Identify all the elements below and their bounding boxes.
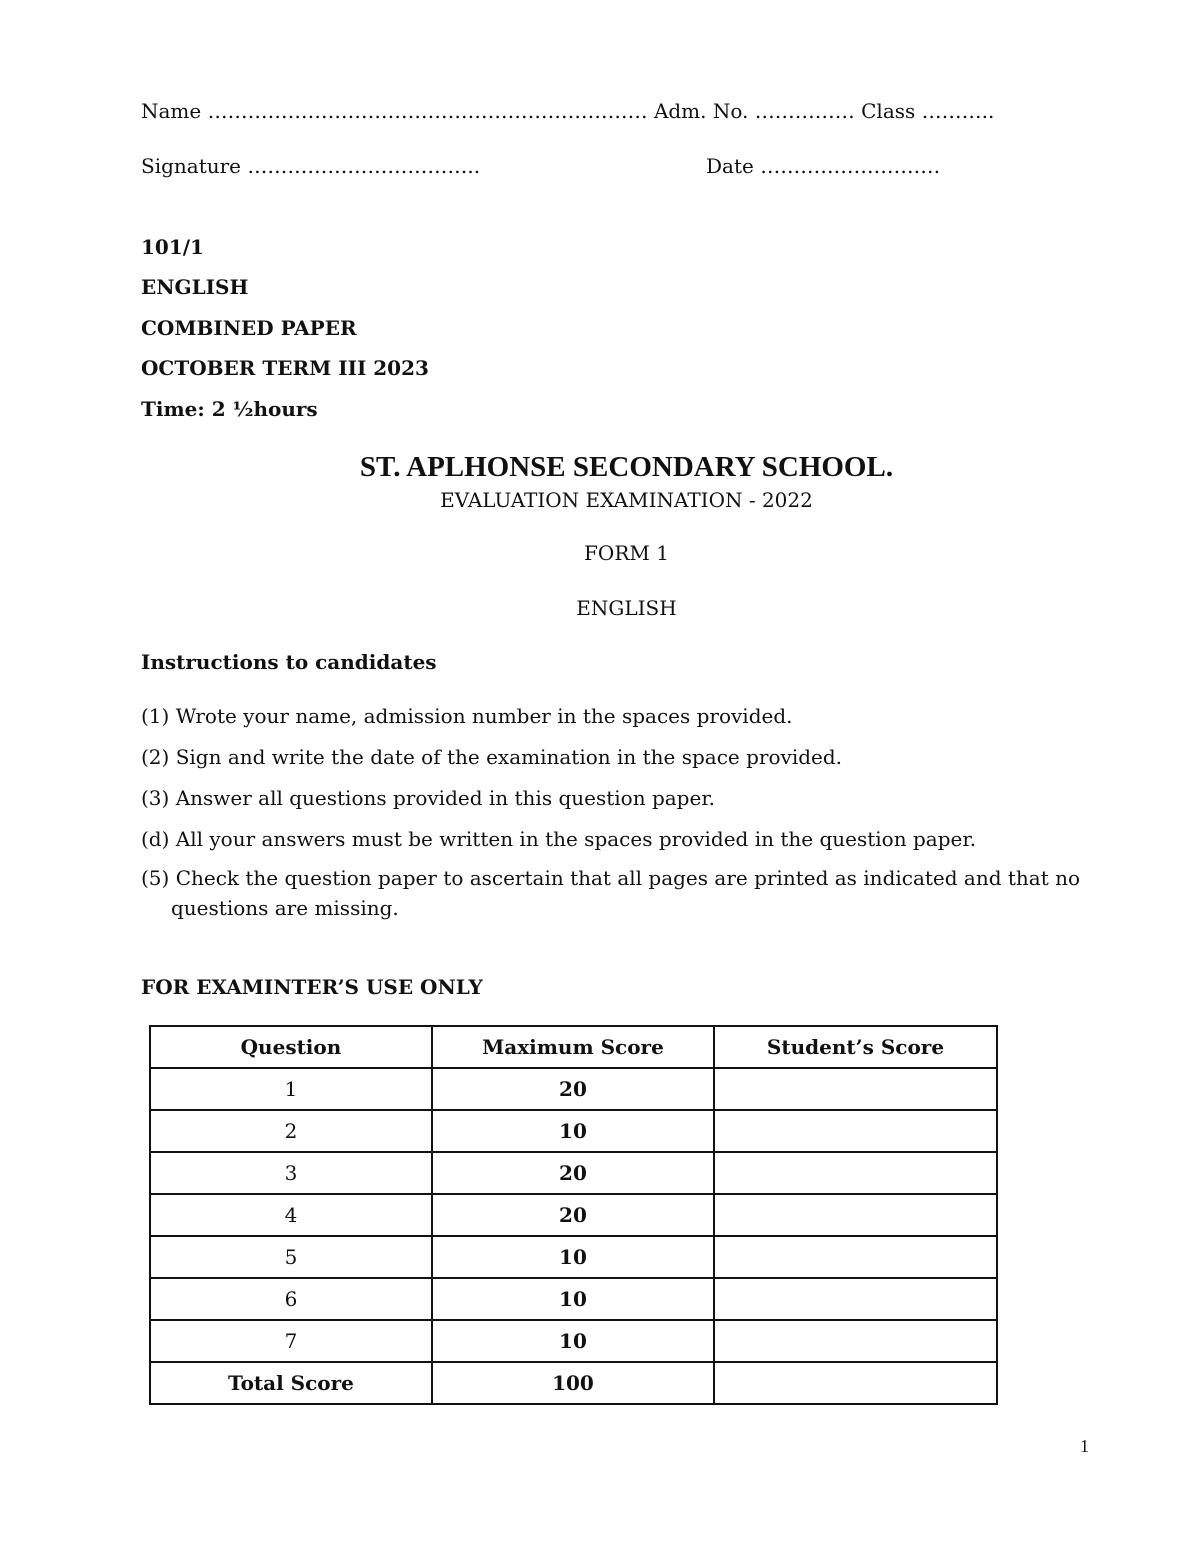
paper-code: 101/1 <box>141 235 204 259</box>
signature-line: Signature …………………………….. <box>141 154 481 178</box>
paper-type: COMBINED PAPER <box>141 316 357 340</box>
table-row <box>150 1068 997 1110</box>
score-table <box>149 1025 998 1405</box>
instruction-item: (3) Answer all questions provided in this question paper. <box>141 786 716 810</box>
max-score-cell: 20 <box>432 1152 714 1194</box>
page-number: 1 <box>1080 1436 1089 1456</box>
exam-name: EVALUATION EXAMINATION - 2022 <box>440 488 813 512</box>
table-row <box>150 1320 997 1362</box>
table-row <box>150 1194 997 1236</box>
name-adm-class-line: Name ………………………………………………………… Adm. No. …………… Class ……….. <box>141 99 995 123</box>
question-cell: 7 <box>150 1320 432 1362</box>
table-row <box>150 1152 997 1194</box>
question-cell: 3 <box>150 1152 432 1194</box>
question-cell: 1 <box>150 1068 432 1110</box>
total-label-cell: Total Score <box>150 1362 432 1404</box>
column-header-students-score: Student’s Score <box>714 1026 997 1068</box>
total-max-score-cell: 100 <box>432 1362 714 1404</box>
table-row <box>150 1110 997 1152</box>
max-score-cell: 10 <box>432 1236 714 1278</box>
max-score-cell: 20 <box>432 1068 714 1110</box>
paper-time: Time: 2 ½hours <box>141 397 318 421</box>
school-name: ST. APLHONSE SECONDARY SCHOOL. <box>359 451 894 483</box>
paper-term: OCTOBER TERM III 2023 <box>141 356 429 380</box>
max-score-cell: 10 <box>432 1278 714 1320</box>
student-score-cell[interactable] <box>714 1320 997 1362</box>
student-score-cell[interactable] <box>714 1152 997 1194</box>
paper-subject: ENGLISH <box>141 275 249 299</box>
title-subject: ENGLISH <box>576 596 677 620</box>
instruction-item: (d) All your answers must be written in the spaces provided in the question paper. <box>141 827 977 851</box>
examiner-heading: FOR EXAMINTER’S USE ONLY <box>141 975 483 999</box>
student-score-cell[interactable] <box>714 1194 997 1236</box>
question-cell: 6 <box>150 1278 432 1320</box>
total-row <box>150 1362 997 1404</box>
question-cell: 2 <box>150 1110 432 1152</box>
question-cell: 4 <box>150 1194 432 1236</box>
instruction-item: (1) Wrote your name, admission number in the spaces provided. <box>141 704 793 728</box>
instruction-item: (5) Check the question paper to ascertain that all pages are printed as indicated and that no <box>141 866 1081 890</box>
column-header-question: Question <box>150 1026 432 1068</box>
instructions-heading: Instructions to candidates <box>141 650 437 674</box>
max-score-cell: 10 <box>432 1320 714 1362</box>
max-score-cell: 10 <box>432 1110 714 1152</box>
table-row <box>150 1278 997 1320</box>
table-header-row <box>150 1026 997 1068</box>
student-score-cell[interactable] <box>714 1068 997 1110</box>
total-student-score-cell[interactable] <box>714 1362 997 1404</box>
question-cell: 5 <box>150 1236 432 1278</box>
instruction-item-continued: questions are missing. <box>171 896 399 920</box>
max-score-cell: 20 <box>432 1194 714 1236</box>
date-line: Date ……………………… <box>706 154 941 178</box>
column-header-maximum-score: Maximum Score <box>432 1026 714 1068</box>
instruction-item: (2) Sign and write the date of the examination in the space provided. <box>141 745 843 769</box>
table-row <box>150 1236 997 1278</box>
student-score-cell[interactable] <box>714 1110 997 1152</box>
student-score-cell[interactable] <box>714 1236 997 1278</box>
form-level: FORM 1 <box>584 541 669 565</box>
student-score-cell[interactable] <box>714 1278 997 1320</box>
